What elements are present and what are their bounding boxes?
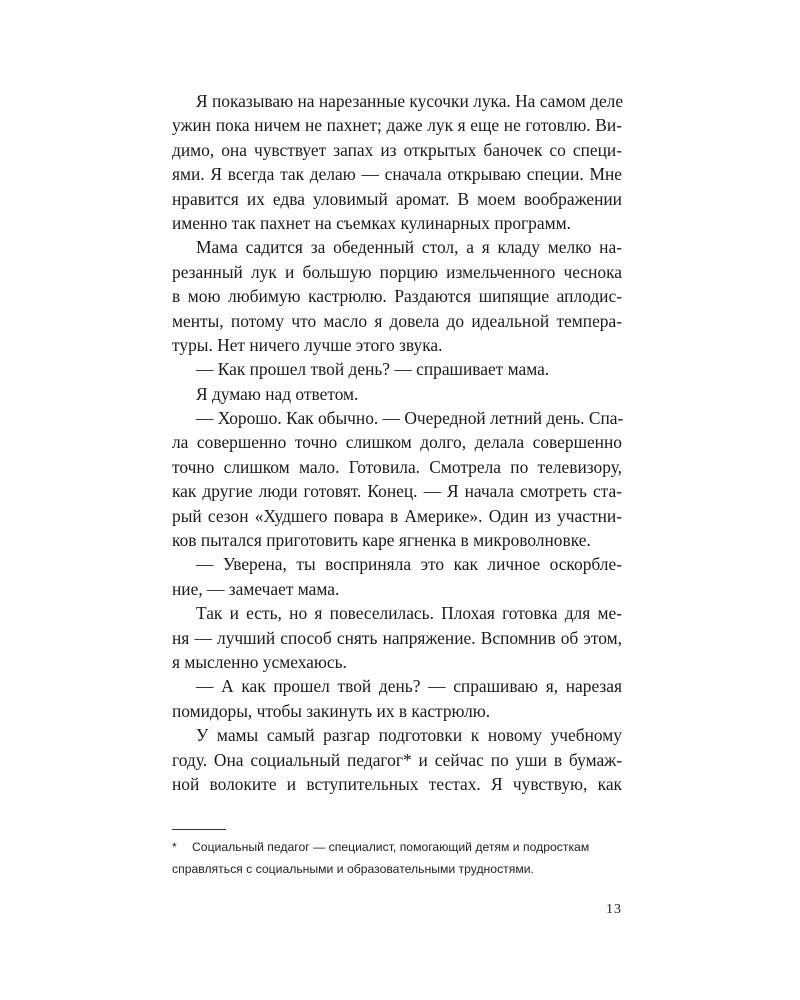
text-line: нравится их едва уловимый аромат. В моем воображении (172, 188, 622, 209)
text-line: — Как прошел твой день? — спрашивает мама. (196, 359, 550, 380)
footnote-line (172, 836, 624, 858)
text-line: именно так пахнет на съемках кулинарных программ. (172, 212, 571, 233)
footnote-divider (172, 829, 226, 830)
footnote-marker: * (172, 840, 177, 854)
text-line: — А как прошел твой день? — спрашиваю я, нарезая (196, 676, 622, 697)
text-line: как другие люди готовят. Конец. — Я начала смотреть ста- (172, 481, 622, 502)
footnote-text: Социальный педагог — специалист, помогающий детям и подросткам (192, 840, 590, 854)
text-line: — Уверена, ты восприняла это как личное оскорбле- (196, 554, 622, 575)
text-line: димо, она чувствует запах из открытых баночек со специ- (172, 139, 622, 160)
text-line: точно слишком мало. Готовила. Смотрела по телевизору, (172, 456, 622, 477)
text-line: ужин пока ничем не пахнет; даже лук я еще не готовлю. Ви- (172, 115, 622, 136)
text-line: Я думаю над ответом. (196, 383, 359, 404)
text-line: ной волоките и вступительных тестах. Я чувствую, как (172, 773, 622, 794)
text-line: помидоры, чтобы закинуть их в кастрюлю. (172, 700, 491, 721)
text-line: менты, потому что масло я довела до идеальной темпера- (172, 310, 622, 331)
text-line: Так и есть, но я повеселилась. Плохая готовка для ме- (196, 603, 622, 624)
text-line: ние, — замечает мама. (172, 578, 340, 599)
text-line: резанный лук и большую порцию измельченного чеснока (172, 261, 622, 282)
text-line: У мамы самый разгар подготовки к новому учебному (196, 725, 622, 746)
text-line: Я показываю на нарезанные кусочки лука. На самом деле (196, 91, 624, 111)
text-line: туры. Нет ничего лучше этого звука. (172, 334, 443, 355)
text-line: ями. Я всегда так делаю — сначала открываю специи. Мне (172, 164, 622, 185)
body-text (172, 89, 622, 796)
footnote (172, 836, 624, 880)
text-line: году. Она социальный педагог* и сейчас по уши в бумаж- (172, 749, 622, 770)
footnote-line: справляться с социальными и образовательными трудностями. (172, 862, 534, 876)
text-line: в мою любимую кастрюлю. Раздаются шипящие аплодис- (172, 286, 622, 307)
page-number: 13 (606, 902, 622, 917)
text-line: я мысленно усмехаюсь. (172, 651, 347, 672)
text-line: ла совершенно точно слишком долго, делала совершенно (172, 432, 622, 453)
text-line: — Хорошо. Как обычно. — Очередной летний день. Спа- (196, 408, 624, 429)
text-line: рый сезон «Худшего повара в Америке». Один из участни- (172, 505, 622, 526)
text-line: ков пытался приготовить каре ягненка в микроволновке. (172, 530, 591, 551)
text-line: Мама садится за обеденный стол, а я кладу мелко на- (196, 237, 622, 258)
text-line: ня — лучший способ снять напряжение. Вспомнив об этом, (172, 627, 622, 648)
